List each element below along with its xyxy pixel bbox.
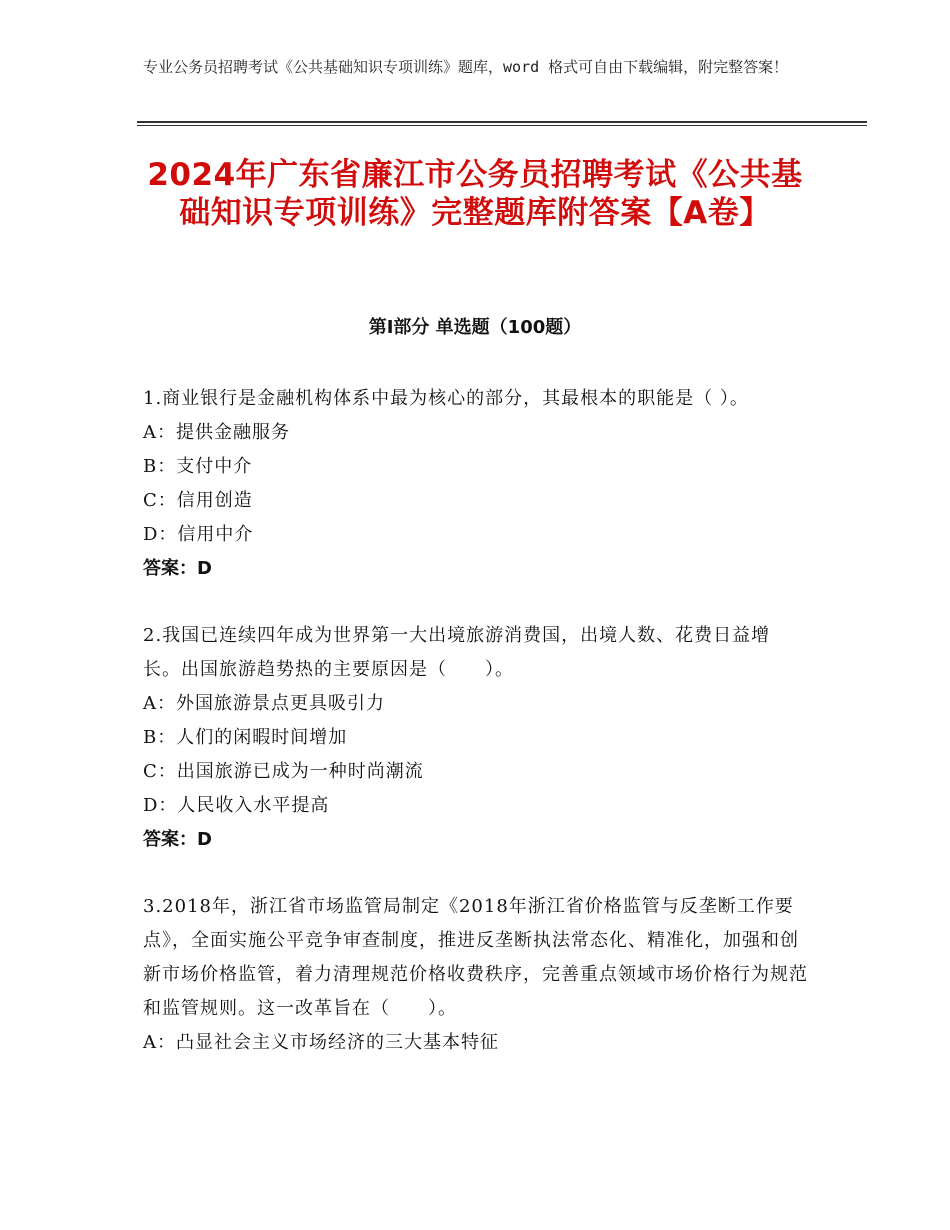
question-3 [143,890,808,1060]
document-title: 2024年广东省廉江市公务员招聘考试《公共基础知识专项训练》完整题库附答案【A卷】 [147,157,803,231]
question-2 [143,619,808,857]
option-a: A：外国旅游景点更具吸引力 [143,693,385,714]
question-list [143,382,808,1093]
option-a: A：提供金融服务 [143,422,290,443]
header-note: 专业公务员招聘考试《公共基础知识专项训练》题库，word 格式可自由下载编辑，附完整答案！ [143,58,789,76]
question-stem: 1.商业银行是金融机构体系中最为核心的部分，其最根本的职能是（ ）。 [143,388,749,409]
option-b: B：人们的闲暇时间增加 [143,727,348,748]
option-c: C：信用创造 [143,490,253,511]
question-1 [143,382,808,586]
option-b: B：支付中介 [143,456,253,477]
header-rule-thin [137,125,867,126]
question-stem: 2.我国已连续四年成为世界第一大出境旅游消费国，出境人数、花费日益增长。出国旅游趋势热的主要原因是（ ）。 [143,625,771,680]
option-a: A：凸显社会主义市场经济的三大基本特征 [143,1032,499,1053]
header-rule-thick [137,121,867,123]
answer-label: 答案：D [143,829,212,850]
question-stem: 3.2018年，浙江省市场监管局制定《2018年浙江省价格监管与反垄断工作要点》，全面实施公平竞争审查制度，推进反垄断执法常态化、精准化，加强和创新市场价格监管，着力清理规范价格收费秩序，完善重点领域市场价格行为规范和监管规则。这一改革旨在（ ）。 [143,896,808,1019]
option-d: D：信用中介 [143,524,254,545]
answer-label: 答案：D [143,558,212,579]
option-c: C：出国旅游已成为一种时尚潮流 [143,761,424,782]
section-heading: 第Ⅰ部分 单选题（100题） [368,317,582,338]
option-d: D：人民收入水平提高 [143,795,330,816]
